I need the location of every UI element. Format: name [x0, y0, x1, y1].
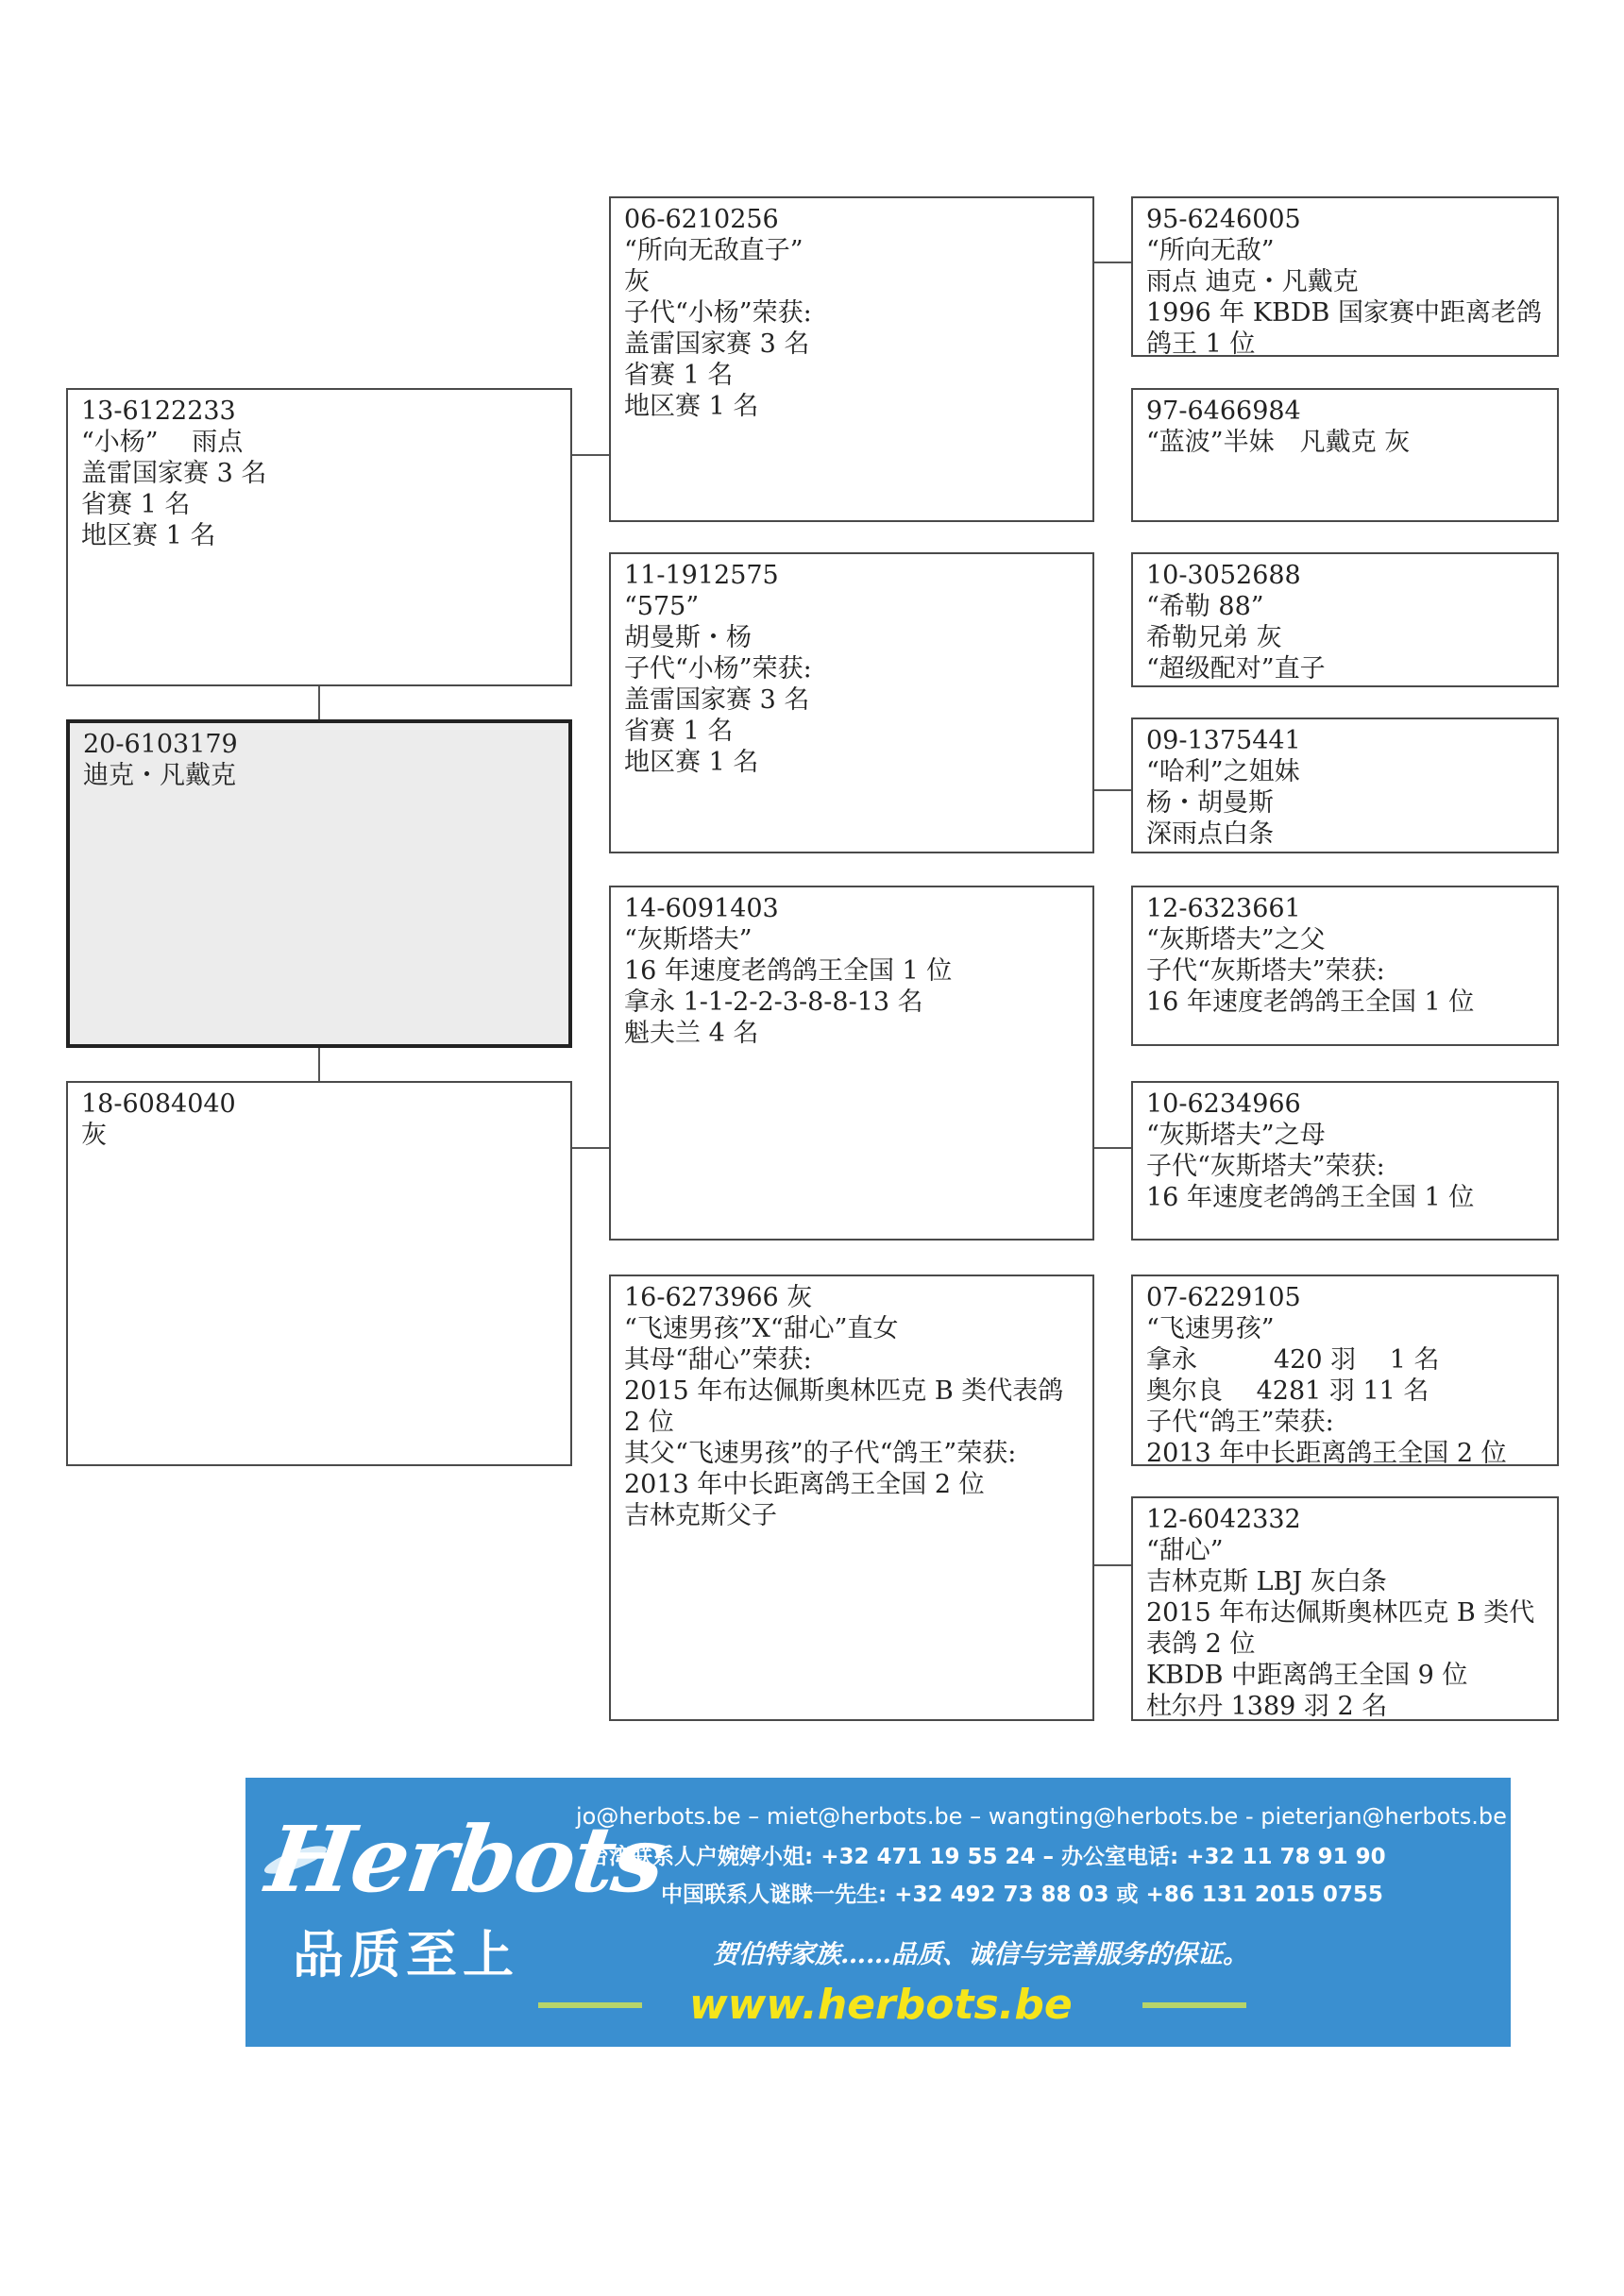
- pedigree-sdd-box: [1131, 718, 1559, 853]
- ring-number: 14-6091403: [624, 894, 779, 923]
- bird-name: “灰斯塔夫”之母: [1146, 1121, 1326, 1150]
- bird-name: “灰斯塔夫”之父: [1146, 925, 1326, 954]
- result-line: 省赛 1 名: [624, 717, 734, 746]
- pedigree-dds-box: [1131, 1275, 1559, 1466]
- owner-name: 雨点 迪克・凡戴克: [1146, 267, 1359, 296]
- pedigree-dss-box: [1131, 886, 1559, 1046]
- owner-name: 迪克・凡戴克: [83, 761, 236, 790]
- pedigree-ddd-box: [1131, 1496, 1559, 1721]
- ring-number: 09-1375441: [1146, 726, 1301, 755]
- connector-dam-gen2: [570, 1147, 610, 1149]
- pedigree-sire-sire-box: [609, 196, 1094, 522]
- result-line: 其母“甜心”荣获:: [624, 1345, 812, 1375]
- owner-name: 吉林克斯 LBJ 灰白条: [1146, 1567, 1387, 1596]
- ring-number: 20-6103179: [83, 730, 238, 759]
- connector-g2b-gen3: [1092, 789, 1132, 791]
- ring-number: 95-6246005: [1146, 205, 1301, 234]
- result-line: 省赛 1 名: [81, 490, 191, 519]
- result-line: 盖雷国家赛 3 名: [81, 459, 267, 488]
- ring-number: 13-6122233: [81, 397, 236, 426]
- owner-name: 吉林克斯父子: [624, 1501, 777, 1530]
- result-line: 拿永 420 羽 1 名: [1146, 1345, 1440, 1375]
- contact-china: 中国联系人谜睐一先生: +32 492 73 88 03 或 +86 131 2015 0755: [661, 1882, 1383, 1907]
- result-line: 2013 年中长距离鸽王全国 2 位: [1146, 1439, 1507, 1468]
- result-line: 2013 年中长距离鸽王全国 2 位: [624, 1470, 985, 1499]
- ring-number: 07-6229105: [1146, 1283, 1301, 1312]
- owner-name: 杨・胡曼斯: [1146, 788, 1274, 818]
- bird-color: 灰: [624, 267, 650, 296]
- result-line: 盖雷国家赛 3 名: [624, 685, 810, 715]
- result-line: 1996 年 KBDB 国家赛中距离老鸽鸽王 1 位: [1146, 298, 1542, 359]
- result-line: 杜尔丹 1389 羽 2 名: [1146, 1692, 1388, 1721]
- bird-name: “所向无敌直子”: [624, 236, 804, 265]
- pedigree-sds-box: [1131, 552, 1559, 687]
- result-line: 16 年速度老鸽鸽王全国 1 位: [624, 956, 953, 986]
- result-line: 其父“飞速男孩”的子代“鸽王”荣获:: [624, 1439, 1017, 1468]
- pedigree-dam-dam-box: [609, 1275, 1094, 1721]
- owner-name: 胡曼斯・杨: [624, 623, 752, 652]
- motto: 贺伯特家族……品质、诚信与完善服务的保证。: [713, 1940, 1248, 1969]
- result-line: 子代“灰斯塔夫”荣获:: [1146, 1152, 1385, 1181]
- contact-emails[interactable]: jo@herbots.be – miet@herbots.be – wangting@herbots.be - pieterjan@herbots.be: [576, 1803, 1507, 1830]
- decorative-bar-left: [538, 2002, 642, 2008]
- connector-g2d-gen3: [1092, 1564, 1132, 1566]
- connector-g2c-gen3: [1092, 1147, 1132, 1149]
- connector-g2a-gen3: [1092, 262, 1132, 263]
- pedigree-subject-box: [66, 719, 572, 1048]
- pedigree-dsd-box: [1131, 1081, 1559, 1241]
- bird-name: “小杨” 雨点: [81, 428, 244, 457]
- result-line: KBDB 中距离鸽王全国 9 位: [1146, 1661, 1468, 1690]
- result-line: 16 年速度老鸽鸽王全国 1 位: [1146, 988, 1475, 1017]
- bird-name: “希勒 88”: [1146, 592, 1264, 621]
- bird-name: “灰斯塔夫”: [624, 925, 753, 954]
- pedigree-dam-sire-box: [609, 886, 1094, 1241]
- bird-name: “飞速男孩”X“甜心”直女: [624, 1314, 899, 1343]
- bird-name: “哈利”之姐妹: [1146, 757, 1300, 786]
- result-line: 省赛 1 名: [624, 361, 734, 390]
- ring-number: 16-6273966 灰: [624, 1283, 813, 1312]
- ring-number: 11-1912575: [624, 561, 779, 590]
- ring-number: 18-6084040: [81, 1089, 236, 1119]
- ring-number: 12-6042332: [1146, 1505, 1301, 1534]
- ring-number: 10-3052688: [1146, 561, 1301, 590]
- result-line: 魁夫兰 4 名: [624, 1019, 759, 1048]
- pedigree-ssd-box: [1131, 388, 1559, 522]
- pedigree-sire-dam-box: [609, 552, 1094, 853]
- ring-number: 12-6323661: [1146, 894, 1301, 923]
- result-line: 子代“灰斯塔夫”荣获:: [1146, 956, 1385, 986]
- website-link[interactable]: www.herbots.be: [689, 1981, 1073, 2029]
- herbots-logo: Herbots: [261, 1806, 670, 1913]
- ring-number: 97-6466984: [1146, 397, 1301, 426]
- result-line: 子代“小杨”荣获:: [624, 298, 812, 328]
- result-line: 16 年速度老鸽鸽王全国 1 位: [1146, 1183, 1475, 1212]
- owner-name: 希勒兄弟 灰: [1146, 623, 1282, 652]
- pedigree-sss-box: [1131, 196, 1559, 357]
- contact-taiwan: 台湾联系人户婉婷小姐: +32 471 19 55 24 – 办公室电话: +32 11 78 91 90: [587, 1845, 1386, 1869]
- bird-name: “甜心”: [1146, 1536, 1224, 1565]
- bird-color: 灰: [81, 1121, 107, 1150]
- result-line: 地区赛 1 名: [624, 392, 759, 421]
- result-line: “超级配对”直子: [1146, 654, 1326, 684]
- pedigree-sire-box: [66, 388, 572, 686]
- bird-name: “所向无敌”: [1146, 236, 1275, 265]
- result-line: 2015 年布达佩斯奥林匹克 B 类代表鸽 2 位: [1146, 1598, 1535, 1659]
- connector-sire-gen2: [570, 454, 610, 456]
- ring-number: 10-6234966: [1146, 1089, 1301, 1119]
- ring-number: 06-6210256: [624, 205, 779, 234]
- bird-name: “飞速男孩”: [1146, 1314, 1275, 1343]
- bird-name: “575”: [624, 592, 700, 621]
- result-line: 子代“小杨”荣获:: [624, 654, 812, 684]
- result-line: 奥尔良 4281 羽 11 名: [1146, 1376, 1429, 1406]
- herbots-banner: [245, 1778, 1511, 2047]
- result-line: 地区赛 1 名: [624, 748, 759, 777]
- result-line: 子代“鸽王”荣获:: [1146, 1408, 1334, 1437]
- connector-subject-dam: [318, 1048, 320, 1081]
- bird-name: “蓝波”半妹 凡戴克 灰: [1146, 428, 1411, 457]
- result-line: 拿永 1-1-2-2-3-8-8-13 名: [624, 988, 923, 1017]
- result-line: 盖雷国家赛 3 名: [624, 329, 810, 359]
- decorative-bar-right: [1142, 2002, 1246, 2008]
- result-line: 地区赛 1 名: [81, 521, 216, 550]
- slogan: 品质至上: [293, 1925, 519, 1984]
- connector-sire-subject: [318, 686, 320, 719]
- pedigree-dam-box: [66, 1081, 572, 1466]
- result-line: 2015 年布达佩斯奥林匹克 B 类代表鸽 2 位: [624, 1376, 1072, 1437]
- bird-color: 深雨点白条: [1146, 819, 1274, 849]
